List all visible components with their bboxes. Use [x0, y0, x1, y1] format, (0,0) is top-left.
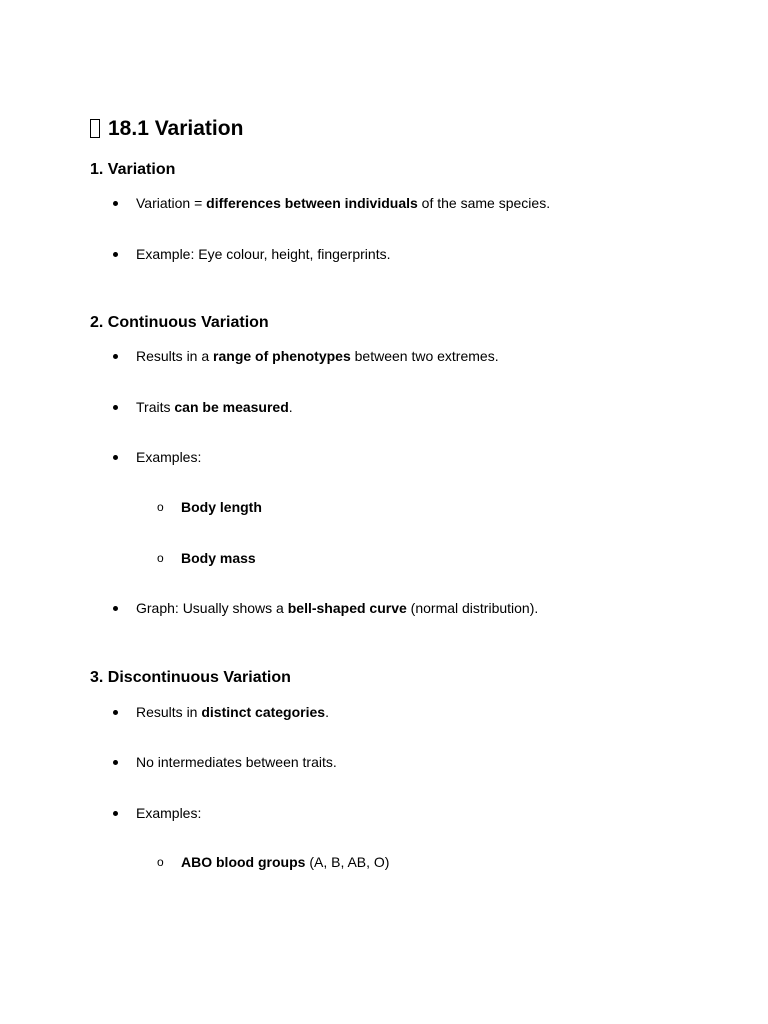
list-item — [0, 447, 768, 467]
bullet-icon — [113, 811, 118, 816]
list-item — [0, 752, 768, 772]
list-item — [0, 803, 768, 823]
list-item-text: No intermediates between traits. — [136, 754, 337, 770]
section-heading-continuous-variation: 2. Continuous Variation — [90, 314, 269, 331]
bullet-icon — [113, 405, 118, 410]
list-item-text: Results in distinct categories. — [136, 704, 329, 720]
page-title — [90, 116, 243, 142]
sub-list-item-text: Body mass — [181, 550, 256, 566]
sub-list-item — [0, 852, 768, 872]
sub-list-item-text: Body length — [181, 499, 262, 515]
list-item-text: Results in a range of phenotypes between two extremes. — [136, 348, 499, 364]
page-title-text: 18.1 Variation — [108, 117, 244, 140]
missing-glyph-icon — [90, 119, 100, 138]
list-item-text: Variation = differences between individuals of the same species. — [136, 195, 551, 211]
list-item — [0, 397, 768, 417]
list-item — [0, 598, 768, 618]
sub-list-item-text: ABO blood groups (A, B, AB, O) — [181, 854, 390, 870]
sub-bullet-icon: o — [157, 500, 164, 514]
list-item — [0, 244, 768, 264]
sub-list-item — [0, 548, 768, 568]
list-item — [0, 702, 768, 722]
sub-bullet-icon: o — [157, 855, 164, 869]
list-item-text: Examples: — [136, 449, 202, 465]
sub-bullet-icon: o — [157, 551, 164, 565]
bullet-icon — [113, 710, 118, 715]
list-item — [0, 193, 768, 213]
bullet-icon — [113, 760, 118, 765]
sub-list-item — [0, 497, 768, 517]
list-item-text: Examples: — [136, 805, 202, 821]
bullet-icon — [113, 354, 118, 359]
list-item-text: Example: Eye colour, height, fingerprints. — [136, 246, 391, 262]
section-heading-variation: 1. Variation — [90, 161, 176, 178]
section-heading-discontinuous-variation: 3. Discontinuous Variation — [90, 669, 291, 686]
list-item-text: Traits can be measured. — [136, 399, 293, 415]
list-item — [0, 346, 768, 366]
bullet-icon — [113, 606, 118, 611]
bullet-icon — [113, 455, 118, 460]
list-item-text: Graph: Usually shows a bell-shaped curve (normal distribution). — [136, 600, 539, 616]
bullet-icon — [113, 201, 118, 206]
bullet-icon — [113, 252, 118, 257]
